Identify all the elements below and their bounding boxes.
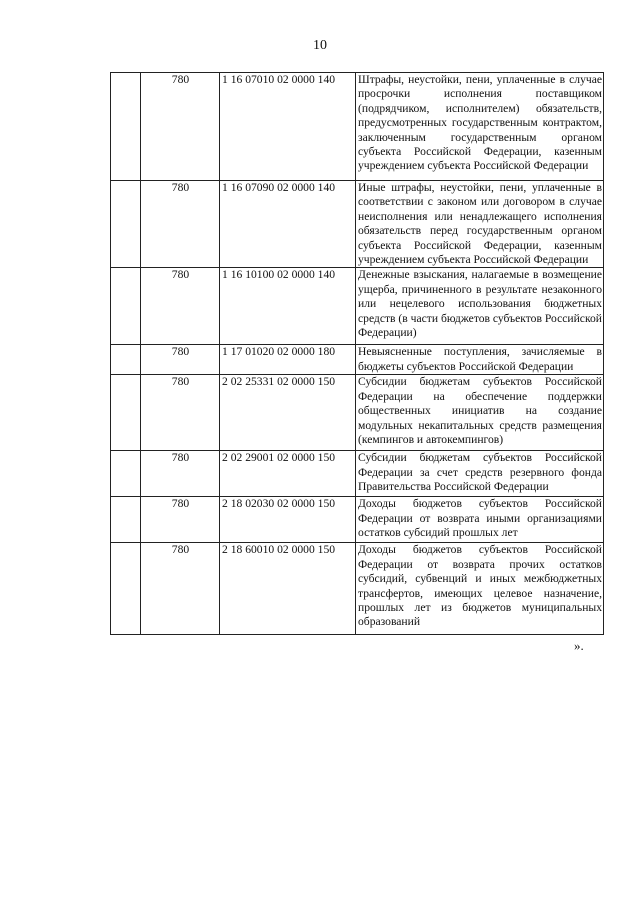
admin-code-cell: 780 bbox=[141, 375, 220, 451]
revenue-description-cell: Субсидии бюджетам субъектов Российской Федерации на обеспечение поддержки общественных инициатив на создание модульных некапитальных средств размещения (кемпингов и автокемпингов) bbox=[356, 375, 604, 451]
table-row bbox=[111, 543, 604, 635]
table-row bbox=[111, 375, 604, 451]
revenue-code-cell: 2 02 25331 02 0000 150 bbox=[220, 375, 356, 451]
blank-cell bbox=[111, 345, 141, 375]
blank-cell bbox=[111, 543, 141, 635]
blank-cell bbox=[111, 497, 141, 543]
table-row bbox=[111, 451, 604, 497]
admin-code-cell: 780 bbox=[141, 543, 220, 635]
revenue-description-cell: Иные штрафы, неустойки, пени, уплаченные в соответствии с законом или договором в случае неисполнения или ненадлежащего исполнения обязательств перед государственным органом субъекта Российской Федерации, казенным учреждением субъекта Российской Федерации bbox=[356, 181, 604, 268]
table-row bbox=[111, 268, 604, 345]
revenue-code-cell: 2 02 29001 02 0000 150 bbox=[220, 451, 356, 497]
revenue-description-cell: Доходы бюджетов субъектов Российской Федерации от возврата прочих остатков субсидий, субвенций и иных межбюджетных трансфертов, имеющих целевое назначение, прошлых лет из бюджетов муниципальных образований bbox=[356, 543, 604, 635]
admin-code-cell: 780 bbox=[141, 181, 220, 268]
table-row bbox=[111, 345, 604, 375]
admin-code-cell: 780 bbox=[141, 451, 220, 497]
revenue-code-cell: 2 18 02030 02 0000 150 bbox=[220, 497, 356, 543]
revenue-description-cell: Субсидии бюджетам субъектов Российской Федерации за счет средств резервного фонда Правительства Российской Федерации bbox=[356, 451, 604, 497]
table-row bbox=[111, 73, 604, 181]
blank-cell bbox=[111, 375, 141, 451]
revenue-code-cell: 1 16 10100 02 0000 140 bbox=[220, 268, 356, 345]
page-number: 10 bbox=[313, 38, 327, 53]
admin-code-cell: 780 bbox=[141, 497, 220, 543]
admin-code-cell: 780 bbox=[141, 268, 220, 345]
blank-cell bbox=[111, 268, 141, 345]
table-body bbox=[111, 73, 604, 635]
admin-code-cell: 780 bbox=[141, 73, 220, 181]
blank-cell bbox=[111, 181, 141, 268]
revenue-description-cell: Невыясненные поступления, зачисляемые в бюджеты субъектов Российской Федерации bbox=[356, 345, 604, 375]
table-row bbox=[111, 497, 604, 543]
revenue-code-cell: 1 16 07090 02 0000 140 bbox=[220, 181, 356, 268]
admin-code-cell: 780 bbox=[141, 345, 220, 375]
revenue-description-cell: Штрафы, неустойки, пени, уплаченные в случае просрочки исполнения поставщиком (подрядчиком, исполнителем) обязательств, предусмотренных государственным контрактом, заключенным государственным органом субъекта Российской Федерации, казенным учреждением субъекта Российской Федерации bbox=[356, 73, 604, 181]
blank-cell bbox=[111, 451, 141, 497]
revenue-code-cell: 1 16 07010 02 0000 140 bbox=[220, 73, 356, 181]
blank-cell bbox=[111, 73, 141, 181]
revenue-description-cell: Доходы бюджетов субъектов Российской Федерации от возврата иными организациями остатков субсидий прошлых лет bbox=[356, 497, 604, 543]
table-row bbox=[111, 181, 604, 268]
revenue-code-cell: 1 17 01020 02 0000 180 bbox=[220, 345, 356, 375]
budget-revenue-table bbox=[110, 72, 604, 635]
closing-quote-mark: ». bbox=[574, 638, 584, 653]
revenue-description-cell: Денежные взыскания, налагаемые в возмещение ущерба, причиненного в результате незаконного или нецелевого использования бюджетных средств (в части бюджетов субъектов Российской Федерации) bbox=[356, 268, 604, 345]
revenue-code-cell: 2 18 60010 02 0000 150 bbox=[220, 543, 356, 635]
